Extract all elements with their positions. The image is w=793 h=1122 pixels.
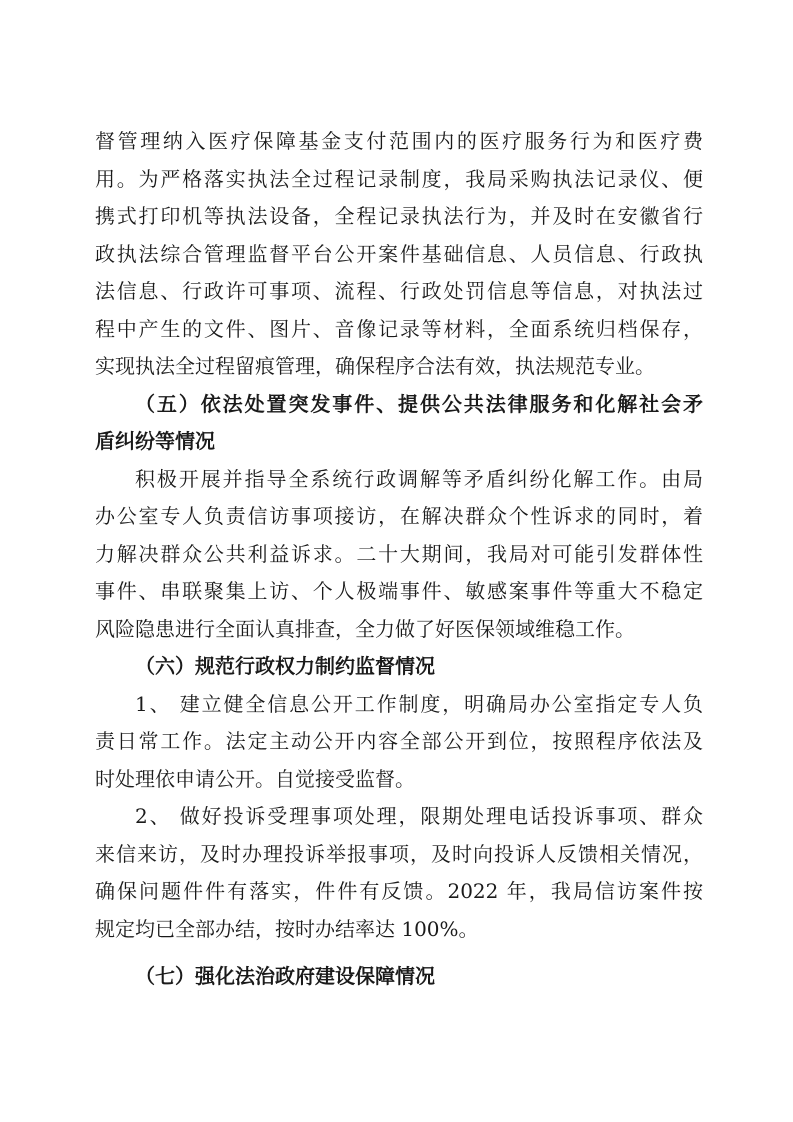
document-body	[95, 123, 703, 996]
paragraph-enforcement-records	[95, 123, 703, 386]
text-line: 携式打印机等执法设备，全程记录执法行为，并及时在安徽省行	[95, 204, 703, 228]
section-heading-7	[95, 958, 703, 996]
text-line: 时处理依申请公开。自觉接受监督。	[95, 766, 415, 791]
text-line: 确保问题件件有落实，件件有反馈。2022 年，我局信访案件按	[95, 879, 703, 903]
heading-line: （五）依法处置突发事件、提供公共法律服务和化解社会矛	[135, 391, 703, 416]
heading-line: 盾纠纷等情况	[95, 429, 215, 453]
text-line: 用。为严格落实执法全过程记录制度，我局采购执法记录仪、便	[95, 166, 703, 191]
paragraph-dispute-resolution	[95, 461, 703, 649]
text-line: 政执法综合管理监督平台公开案件基础信息、人员信息、行政执	[95, 241, 703, 266]
text-line: 规定均已全部办结，按时办结率达 100%。	[95, 916, 479, 941]
spacer	[95, 948, 703, 958]
text-line: 积极开展并指导全系统行政调解等矛盾纠纷化解工作。由局	[135, 466, 703, 491]
text-line: 力解决群众公共利益诉求。二十大期间，我局对可能引发群体性	[95, 541, 703, 566]
text-line: 1、 建立健全信息公开工作制度，明确局办公室指定专人负	[135, 691, 703, 716]
text-line: 程中产生的文件、图片、音像记录等材料，全面系统归档保存，	[95, 316, 703, 341]
text-line: 责日常工作。法定主动公开内容全部公开到位，按照程序依法及	[95, 729, 703, 753]
text-line: 事件、串联聚集上访、个人极端事件、敏感案事件等重大不稳定	[95, 579, 703, 603]
paragraph-complaint-handling	[95, 798, 703, 948]
text-line: 实现执法全过程留痕管理，确保程序合法有效，执法规范专业。	[95, 354, 655, 378]
section-heading-6	[95, 648, 703, 686]
text-line: 风险隐患进行全面认真排查，全力做了好医保领域维稳工作。	[95, 616, 635, 641]
heading-line: （七）强化法治政府建设保障情况	[135, 964, 435, 988]
section-heading-5	[95, 386, 703, 461]
paragraph-info-disclosure	[95, 686, 703, 799]
heading-line: （六）规范行政权力制约监督情况	[135, 654, 435, 678]
text-line: 2、 做好投诉受理事项处理，限期处理电话投诉事项、群众	[135, 804, 703, 828]
text-line: 来信来访，及时办理投诉举报事项，及时向投诉人反馈相关情况，	[95, 841, 703, 866]
text-line: 督管理纳入医疗保障基金支付范围内的医疗服务行为和医疗费	[95, 129, 703, 153]
text-line: 办公室专人负责信访事项接访，在解决群众个性诉求的同时，着	[95, 504, 703, 528]
text-line: 法信息、行政许可事项、流程、行政处罚信息等信息，对执法过	[95, 279, 703, 303]
